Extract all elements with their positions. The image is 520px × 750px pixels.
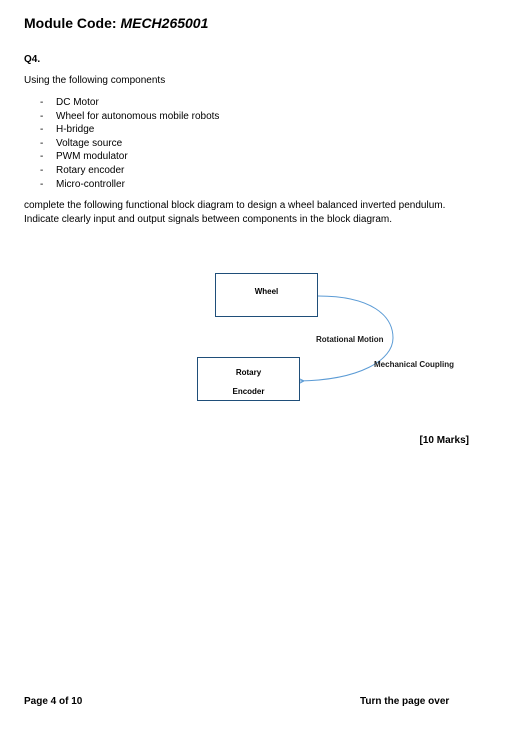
list-bullet: - bbox=[40, 164, 44, 176]
component-label: Micro-controller bbox=[56, 178, 125, 190]
rotational-motion-label: Rotational Motion bbox=[316, 335, 384, 344]
question-number: Q4. bbox=[24, 54, 41, 65]
component-label: DC Motor bbox=[56, 97, 99, 108]
mechanical-coupling-label: Mechanical Coupling bbox=[374, 360, 455, 369]
encoder-block-label-line2: Encoder bbox=[232, 387, 265, 396]
encoder-block-label-line1: Rotary bbox=[235, 368, 262, 377]
list-bullet: - bbox=[40, 110, 44, 122]
list-bullet: - bbox=[40, 97, 44, 108]
turn-over-note: Turn the page over bbox=[360, 696, 450, 707]
wheel-block-label: Wheel bbox=[254, 287, 279, 296]
rotary-encoder-block bbox=[197, 357, 300, 401]
component-label: PWM modulator bbox=[56, 151, 128, 163]
question-instructions: complete the following functional block diagram to design a wheel balanced inverted pendulum. Indicate clearly input and output signals between components in the block diagram. bbox=[24, 200, 446, 225]
module-code-prefix: Module Code: bbox=[24, 15, 121, 31]
list-bullet: - bbox=[40, 151, 44, 163]
component-label: Voltage source bbox=[56, 137, 123, 149]
list-bullet: - bbox=[40, 178, 44, 190]
question-intro: Using the following components bbox=[24, 75, 166, 86]
marks-label: [10 Marks] bbox=[419, 435, 469, 446]
component-label: Wheel for autonomous mobile robots bbox=[56, 110, 220, 122]
component-label: Rotary encoder bbox=[56, 164, 125, 176]
list-bullet: - bbox=[40, 137, 44, 149]
module-code-value: MECH265001 bbox=[120, 15, 209, 31]
component-label: H-bridge bbox=[56, 124, 95, 136]
wheel-block bbox=[215, 273, 318, 317]
page-number: Page 4 of 10 bbox=[24, 696, 83, 707]
list-bullet: - bbox=[40, 124, 44, 136]
